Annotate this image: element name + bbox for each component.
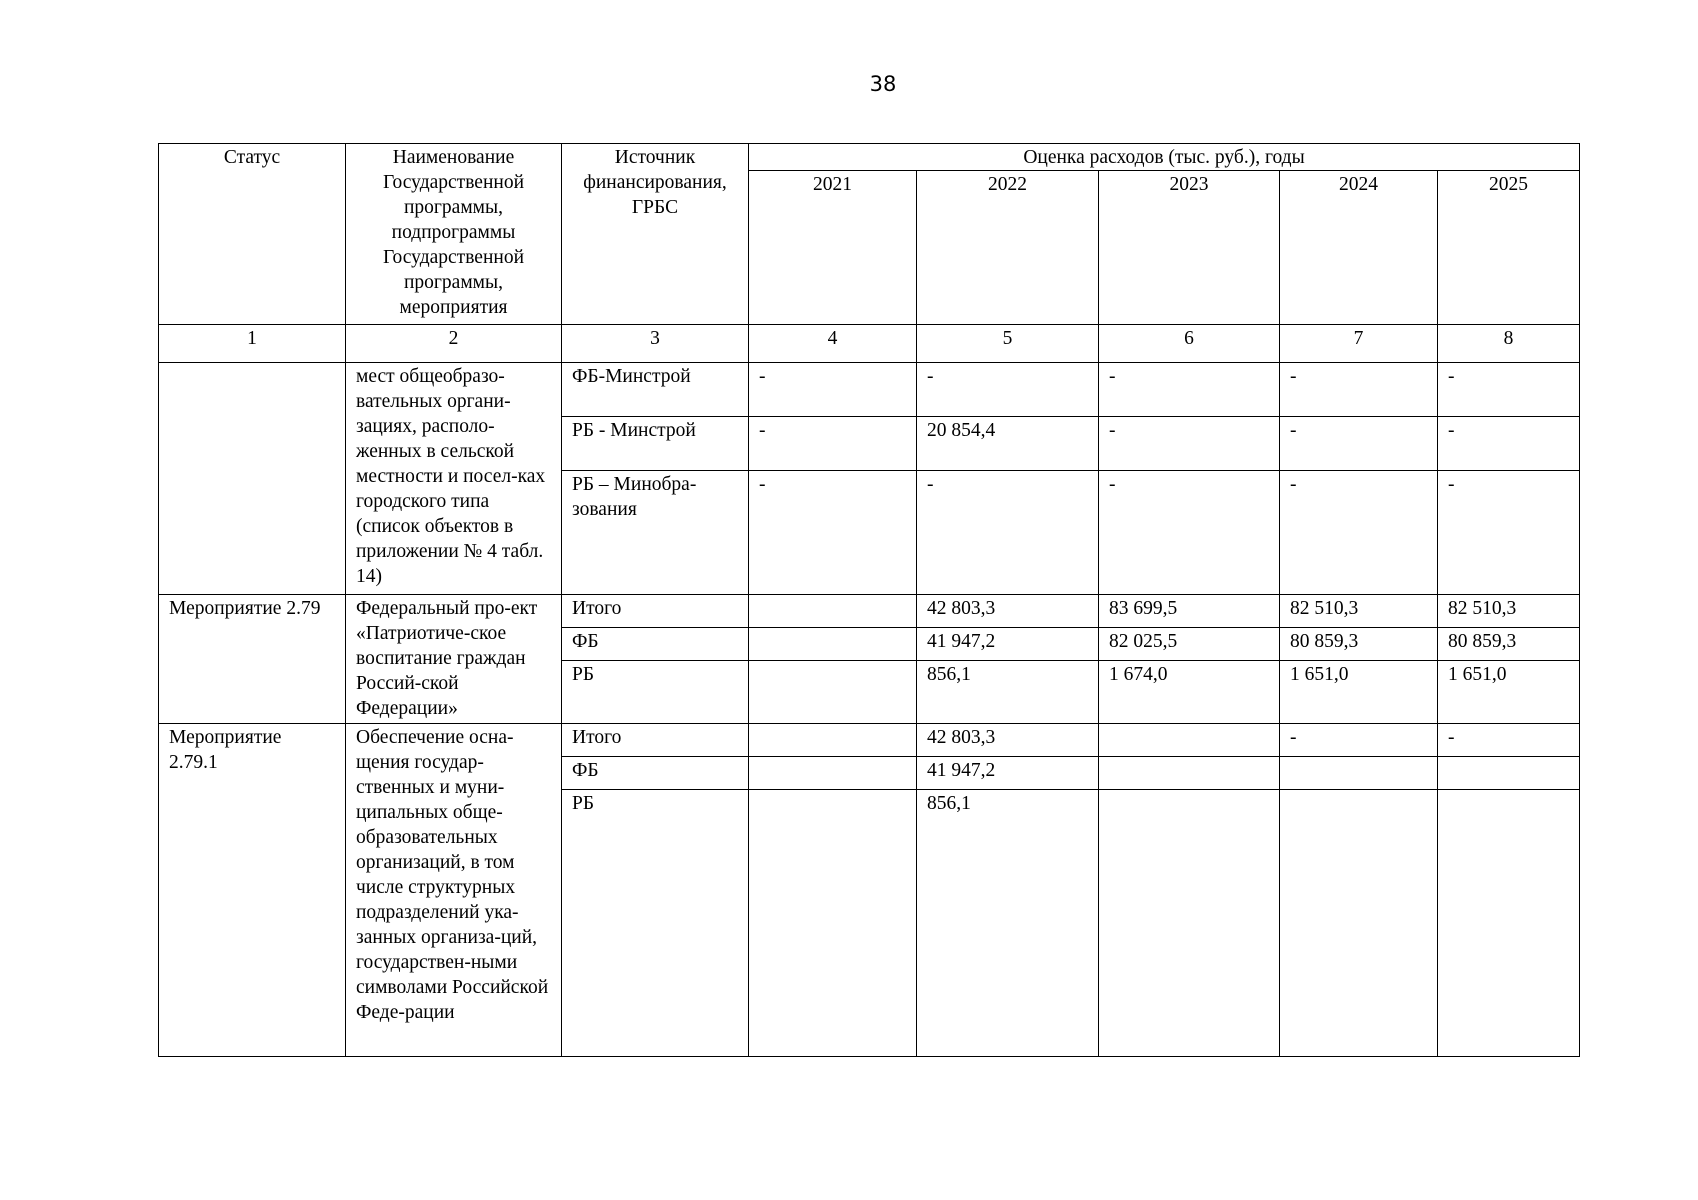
page-number: 38 — [869, 72, 897, 96]
value-cell: - — [1438, 471, 1580, 595]
value-cell: 20 854,4 — [917, 417, 1099, 471]
funding-source-cell: ФБ — [562, 628, 749, 661]
header-year: 2021 — [749, 171, 917, 325]
value-cell: - — [1438, 724, 1580, 757]
value-cell — [1280, 757, 1438, 790]
funding-source-cell: РБ – Минобра-зования — [562, 471, 749, 595]
status-cell — [159, 363, 346, 595]
status-cell: Мероприятие 2.79 — [159, 595, 346, 724]
value-cell: - — [749, 363, 917, 417]
value-cell: - — [749, 417, 917, 471]
column-index: 3 — [562, 325, 749, 363]
value-cell — [1099, 790, 1280, 1057]
funding-source-cell: РБ - Минстрой — [562, 417, 749, 471]
value-cell: - — [749, 471, 917, 595]
value-cell: 80 859,3 — [1438, 628, 1580, 661]
value-cell: 82 510,3 — [1280, 595, 1438, 628]
status-cell: Мероприятие 2.79.1 — [159, 724, 346, 1057]
value-cell: 41 947,2 — [917, 757, 1099, 790]
value-cell: 1 674,0 — [1099, 661, 1280, 724]
value-cell: - — [1280, 417, 1438, 471]
value-cell: 41 947,2 — [917, 628, 1099, 661]
value-cell: 80 859,3 — [1280, 628, 1438, 661]
funding-source-cell: Итого — [562, 724, 749, 757]
header-expense-estimate: Оценка расходов (тыс. руб.), годы — [749, 144, 1580, 171]
column-index: 2 — [346, 325, 562, 363]
header-funding-source: Источник финансирования, ГРБС — [562, 144, 749, 325]
column-index: 6 — [1099, 325, 1280, 363]
value-cell: 83 699,5 — [1099, 595, 1280, 628]
column-index: 5 — [917, 325, 1099, 363]
value-cell: - — [1280, 363, 1438, 417]
program-name-cell: мест общеобразо-вательных органи-зациях, располо-женных в сельской местности и посел-ках городского типа (список объектов в приложении № 4 табл. 14) — [346, 363, 562, 595]
value-cell: - — [1438, 363, 1580, 417]
value-cell — [749, 790, 917, 1057]
value-cell: - — [1438, 417, 1580, 471]
value-cell — [749, 724, 917, 757]
value-cell: - — [1280, 471, 1438, 595]
value-cell: - — [917, 471, 1099, 595]
value-cell — [1438, 790, 1580, 1057]
funding-source-cell: ФБ-Минстрой — [562, 363, 749, 417]
value-cell: - — [1099, 471, 1280, 595]
value-cell — [1438, 757, 1580, 790]
program-name-cell: Обеспечение осна-щения государ-ственных и муни-ципальных обще-образовательных организаций, в том числе структурных подразделений ука-занных организа-ций, государствен-ными символами Российской Феде-рации — [346, 724, 562, 1057]
header-status: Статус — [159, 144, 346, 325]
column-index: 4 — [749, 325, 917, 363]
column-index: 7 — [1280, 325, 1438, 363]
value-cell: 82 025,5 — [1099, 628, 1280, 661]
value-cell: - — [917, 363, 1099, 417]
value-cell — [1280, 790, 1438, 1057]
value-cell: 856,1 — [917, 790, 1099, 1057]
program-name-cell: Федеральный про-ект «Патриотиче-ское воспитание граждан Россий-ской Федерации» — [346, 595, 562, 724]
header-year: 2024 — [1280, 171, 1438, 325]
value-cell: - — [1099, 363, 1280, 417]
value-cell — [749, 661, 917, 724]
value-cell: 1 651,0 — [1438, 661, 1580, 724]
funding-source-cell: РБ — [562, 661, 749, 724]
header-year: 2025 — [1438, 171, 1580, 325]
value-cell — [749, 595, 917, 628]
value-cell — [1099, 724, 1280, 757]
column-index: 8 — [1438, 325, 1580, 363]
header-year: 2023 — [1099, 171, 1280, 325]
value-cell: 82 510,3 — [1438, 595, 1580, 628]
value-cell — [749, 757, 917, 790]
funding-source-cell: ФБ — [562, 757, 749, 790]
funding-source-cell: РБ — [562, 790, 749, 1057]
header-year: 2022 — [917, 171, 1099, 325]
value-cell: 856,1 — [917, 661, 1099, 724]
budget-table — [158, 143, 1580, 1057]
header-program-name: Наименование Государственной программы, подпрограммы Государственной программы, мероприятия — [346, 144, 562, 325]
funding-source-cell: Итого — [562, 595, 749, 628]
value-cell: 1 651,0 — [1280, 661, 1438, 724]
value-cell: - — [1099, 417, 1280, 471]
value-cell: 42 803,3 — [917, 595, 1099, 628]
column-index: 1 — [159, 325, 346, 363]
value-cell: 42 803,3 — [917, 724, 1099, 757]
value-cell: - — [1280, 724, 1438, 757]
value-cell — [1099, 757, 1280, 790]
value-cell — [749, 628, 917, 661]
